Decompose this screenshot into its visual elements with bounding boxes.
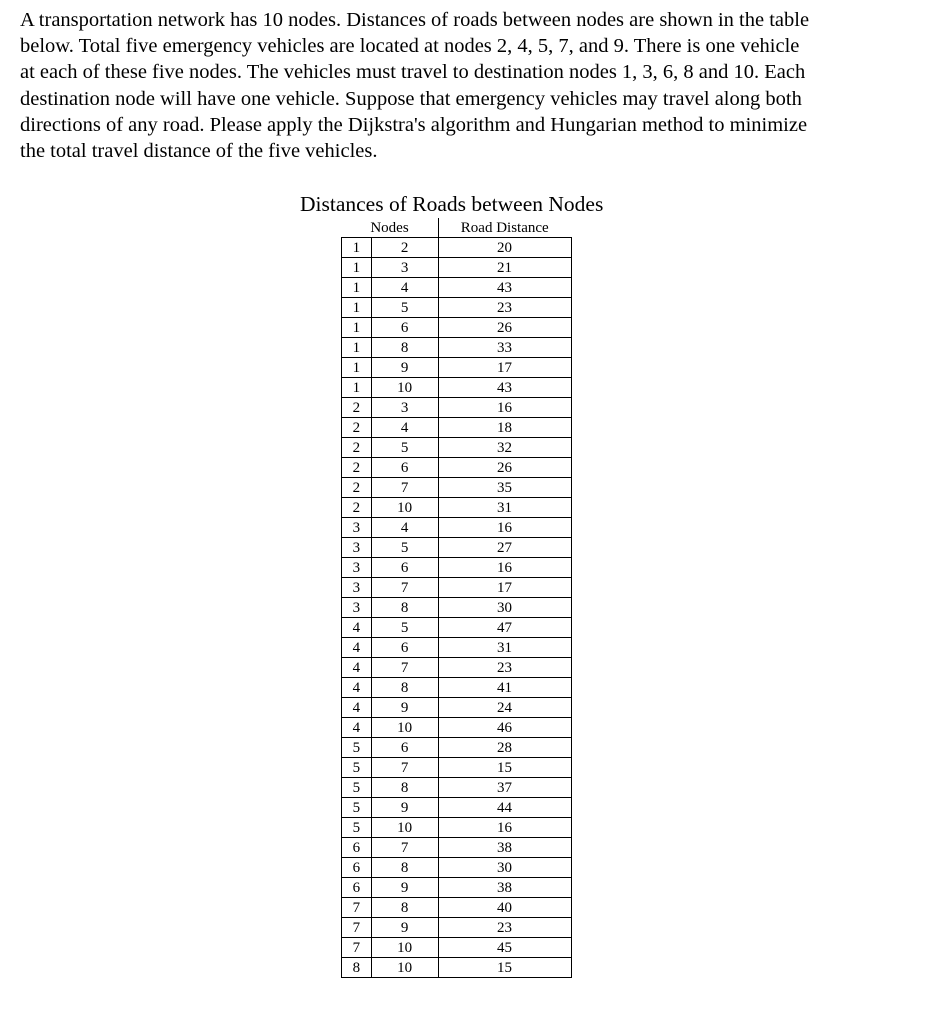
table-row <box>342 518 572 538</box>
distance-cell: 17 <box>438 358 571 378</box>
table-row <box>342 698 572 718</box>
to-node-cell: 7 <box>371 758 438 778</box>
from-node-cell: 4 <box>342 658 372 678</box>
distance-column-header: Road Distance <box>438 218 571 238</box>
from-node-cell: 7 <box>342 918 372 938</box>
to-node-cell: 4 <box>371 278 438 298</box>
table-row <box>342 818 572 838</box>
from-node-cell: 5 <box>342 778 372 798</box>
distance-cell: 44 <box>438 798 571 818</box>
from-node-cell: 4 <box>342 678 372 698</box>
table-row <box>342 238 572 258</box>
table-title: Distances of Roads between Nodes <box>300 192 604 216</box>
from-node-cell: 1 <box>342 358 372 378</box>
to-node-cell: 6 <box>371 638 438 658</box>
distance-cell: 15 <box>438 758 571 778</box>
problem-line: directions of any road. Please apply the Dijkstra's algorithm and Hungarian method to minimize <box>20 113 808 136</box>
from-node-cell: 1 <box>342 238 372 258</box>
problem-line: A transportation network has 10 nodes. Distances of roads between nodes are shown in the table <box>20 9 810 31</box>
to-node-cell: 10 <box>371 938 438 958</box>
distance-cell: 43 <box>438 278 571 298</box>
from-node-cell: 2 <box>342 418 372 438</box>
to-node-cell: 10 <box>371 958 438 978</box>
to-node-cell: 8 <box>371 898 438 918</box>
distance-cell: 38 <box>438 878 571 898</box>
to-node-cell: 7 <box>371 658 438 678</box>
table-row <box>342 558 572 578</box>
table-row <box>342 938 572 958</box>
to-node-cell: 3 <box>371 258 438 278</box>
to-node-cell: 10 <box>371 818 438 838</box>
table-row <box>342 678 572 698</box>
table-row <box>342 358 572 378</box>
distance-cell: 20 <box>438 238 571 258</box>
from-node-cell: 3 <box>342 558 372 578</box>
table-row <box>342 398 572 418</box>
problem-statement <box>20 7 920 164</box>
distance-cell: 31 <box>438 498 571 518</box>
table-row <box>342 718 572 738</box>
distance-cell: 16 <box>438 398 571 418</box>
distance-cell: 30 <box>438 858 571 878</box>
distance-cell: 26 <box>438 458 571 478</box>
table-row <box>342 538 572 558</box>
from-node-cell: 3 <box>342 598 372 618</box>
table-body <box>342 238 572 978</box>
distance-cell: 27 <box>438 538 571 558</box>
table-row <box>342 318 572 338</box>
from-node-cell: 1 <box>342 298 372 318</box>
to-node-cell: 10 <box>371 378 438 398</box>
distance-cell: 26 <box>438 318 571 338</box>
from-node-cell: 7 <box>342 898 372 918</box>
table-row <box>342 858 572 878</box>
distance-cell: 15 <box>438 958 571 978</box>
distance-cell: 30 <box>438 598 571 618</box>
table-row <box>342 458 572 478</box>
table-row <box>342 878 572 898</box>
from-node-cell: 4 <box>342 618 372 638</box>
from-node-cell: 2 <box>342 398 372 418</box>
from-node-cell: 5 <box>342 738 372 758</box>
to-node-cell: 5 <box>371 618 438 638</box>
distance-cell: 16 <box>438 558 571 578</box>
table-row <box>342 298 572 318</box>
to-node-cell: 6 <box>371 738 438 758</box>
from-node-cell: 4 <box>342 638 372 658</box>
to-node-cell: 5 <box>371 538 438 558</box>
table-row <box>342 958 572 978</box>
distance-cell: 35 <box>438 478 571 498</box>
table-row <box>342 338 572 358</box>
problem-line: below. Total five emergency vehicles are located at nodes 2, 4, 5, 7, and 9. There is one vehicle <box>20 35 800 58</box>
from-node-cell: 2 <box>342 458 372 478</box>
to-node-cell: 5 <box>371 438 438 458</box>
to-node-cell: 7 <box>371 578 438 598</box>
distance-cell: 17 <box>438 578 571 598</box>
table-row <box>342 278 572 298</box>
from-node-cell: 6 <box>342 878 372 898</box>
from-node-cell: 4 <box>342 718 372 738</box>
from-node-cell: 1 <box>342 378 372 398</box>
distance-cell: 33 <box>438 338 571 358</box>
from-node-cell: 6 <box>342 838 372 858</box>
distance-cell: 23 <box>438 658 571 678</box>
from-node-cell: 7 <box>342 938 372 958</box>
to-node-cell: 7 <box>371 838 438 858</box>
to-node-cell: 9 <box>371 798 438 818</box>
distance-cell: 16 <box>438 818 571 838</box>
to-node-cell: 6 <box>371 318 438 338</box>
distance-cell: 21 <box>438 258 571 278</box>
from-node-cell: 3 <box>342 538 372 558</box>
distance-cell: 43 <box>438 378 571 398</box>
to-node-cell: 9 <box>371 918 438 938</box>
table-row <box>342 658 572 678</box>
problem-line: the total travel distance of the five vehicles. <box>20 140 378 163</box>
to-node-cell: 6 <box>371 458 438 478</box>
table-row <box>342 758 572 778</box>
to-node-cell: 6 <box>371 558 438 578</box>
from-node-cell: 2 <box>342 478 372 498</box>
to-node-cell: 8 <box>371 598 438 618</box>
to-node-cell: 4 <box>371 518 438 538</box>
from-node-cell: 1 <box>342 318 372 338</box>
distance-cell: 38 <box>438 838 571 858</box>
distance-cell: 46 <box>438 718 571 738</box>
from-node-cell: 4 <box>342 698 372 718</box>
table-header-row <box>342 218 572 238</box>
from-node-cell: 8 <box>342 958 372 978</box>
table-row <box>342 778 572 798</box>
table-row <box>342 918 572 938</box>
to-node-cell: 8 <box>371 678 438 698</box>
from-node-cell: 5 <box>342 818 372 838</box>
from-node-cell: 1 <box>342 278 372 298</box>
to-node-cell: 9 <box>371 358 438 378</box>
from-node-cell: 6 <box>342 858 372 878</box>
table-row <box>342 418 572 438</box>
table-row <box>342 578 572 598</box>
table-row <box>342 598 572 618</box>
to-node-cell: 8 <box>371 858 438 878</box>
distance-cell: 31 <box>438 638 571 658</box>
problem-line: at each of these five nodes. The vehicles must travel to destination nodes 1, 3, 6, 8 and 10. Each <box>20 61 806 84</box>
table-row <box>342 618 572 638</box>
table-row <box>342 498 572 518</box>
distance-cell: 47 <box>438 618 571 638</box>
from-node-cell: 3 <box>342 578 372 598</box>
from-node-cell: 5 <box>342 758 372 778</box>
table-row <box>342 638 572 658</box>
distance-cell: 24 <box>438 698 571 718</box>
distance-cell: 37 <box>438 778 571 798</box>
distance-cell: 45 <box>438 938 571 958</box>
road-distance-table <box>341 218 572 978</box>
distance-cell: 16 <box>438 518 571 538</box>
from-node-cell: 5 <box>342 798 372 818</box>
from-node-cell: 1 <box>342 338 372 358</box>
table-row <box>342 478 572 498</box>
distance-cell: 41 <box>438 678 571 698</box>
table-row <box>342 838 572 858</box>
distance-cell: 18 <box>438 418 571 438</box>
table-row <box>342 378 572 398</box>
distance-cell: 23 <box>438 298 571 318</box>
table-row <box>342 258 572 278</box>
nodes-column-header: Nodes <box>342 218 439 238</box>
to-node-cell: 7 <box>371 478 438 498</box>
from-node-cell: 1 <box>342 258 372 278</box>
to-node-cell: 2 <box>371 238 438 258</box>
distance-cell: 32 <box>438 438 571 458</box>
to-node-cell: 8 <box>371 778 438 798</box>
from-node-cell: 2 <box>342 498 372 518</box>
to-node-cell: 9 <box>371 698 438 718</box>
table-row <box>342 438 572 458</box>
from-node-cell: 2 <box>342 438 372 458</box>
to-node-cell: 4 <box>371 418 438 438</box>
to-node-cell: 10 <box>371 718 438 738</box>
distance-cell: 40 <box>438 898 571 918</box>
to-node-cell: 5 <box>371 298 438 318</box>
table-row <box>342 798 572 818</box>
problem-line: destination node will have one vehicle. Suppose that emergency vehicles may travel along both <box>20 87 802 110</box>
to-node-cell: 8 <box>371 338 438 358</box>
table-row <box>342 898 572 918</box>
to-node-cell: 10 <box>371 498 438 518</box>
distance-cell: 28 <box>438 738 571 758</box>
from-node-cell: 3 <box>342 518 372 538</box>
to-node-cell: 3 <box>371 398 438 418</box>
distance-cell: 23 <box>438 918 571 938</box>
to-node-cell: 9 <box>371 878 438 898</box>
table-row <box>342 738 572 758</box>
